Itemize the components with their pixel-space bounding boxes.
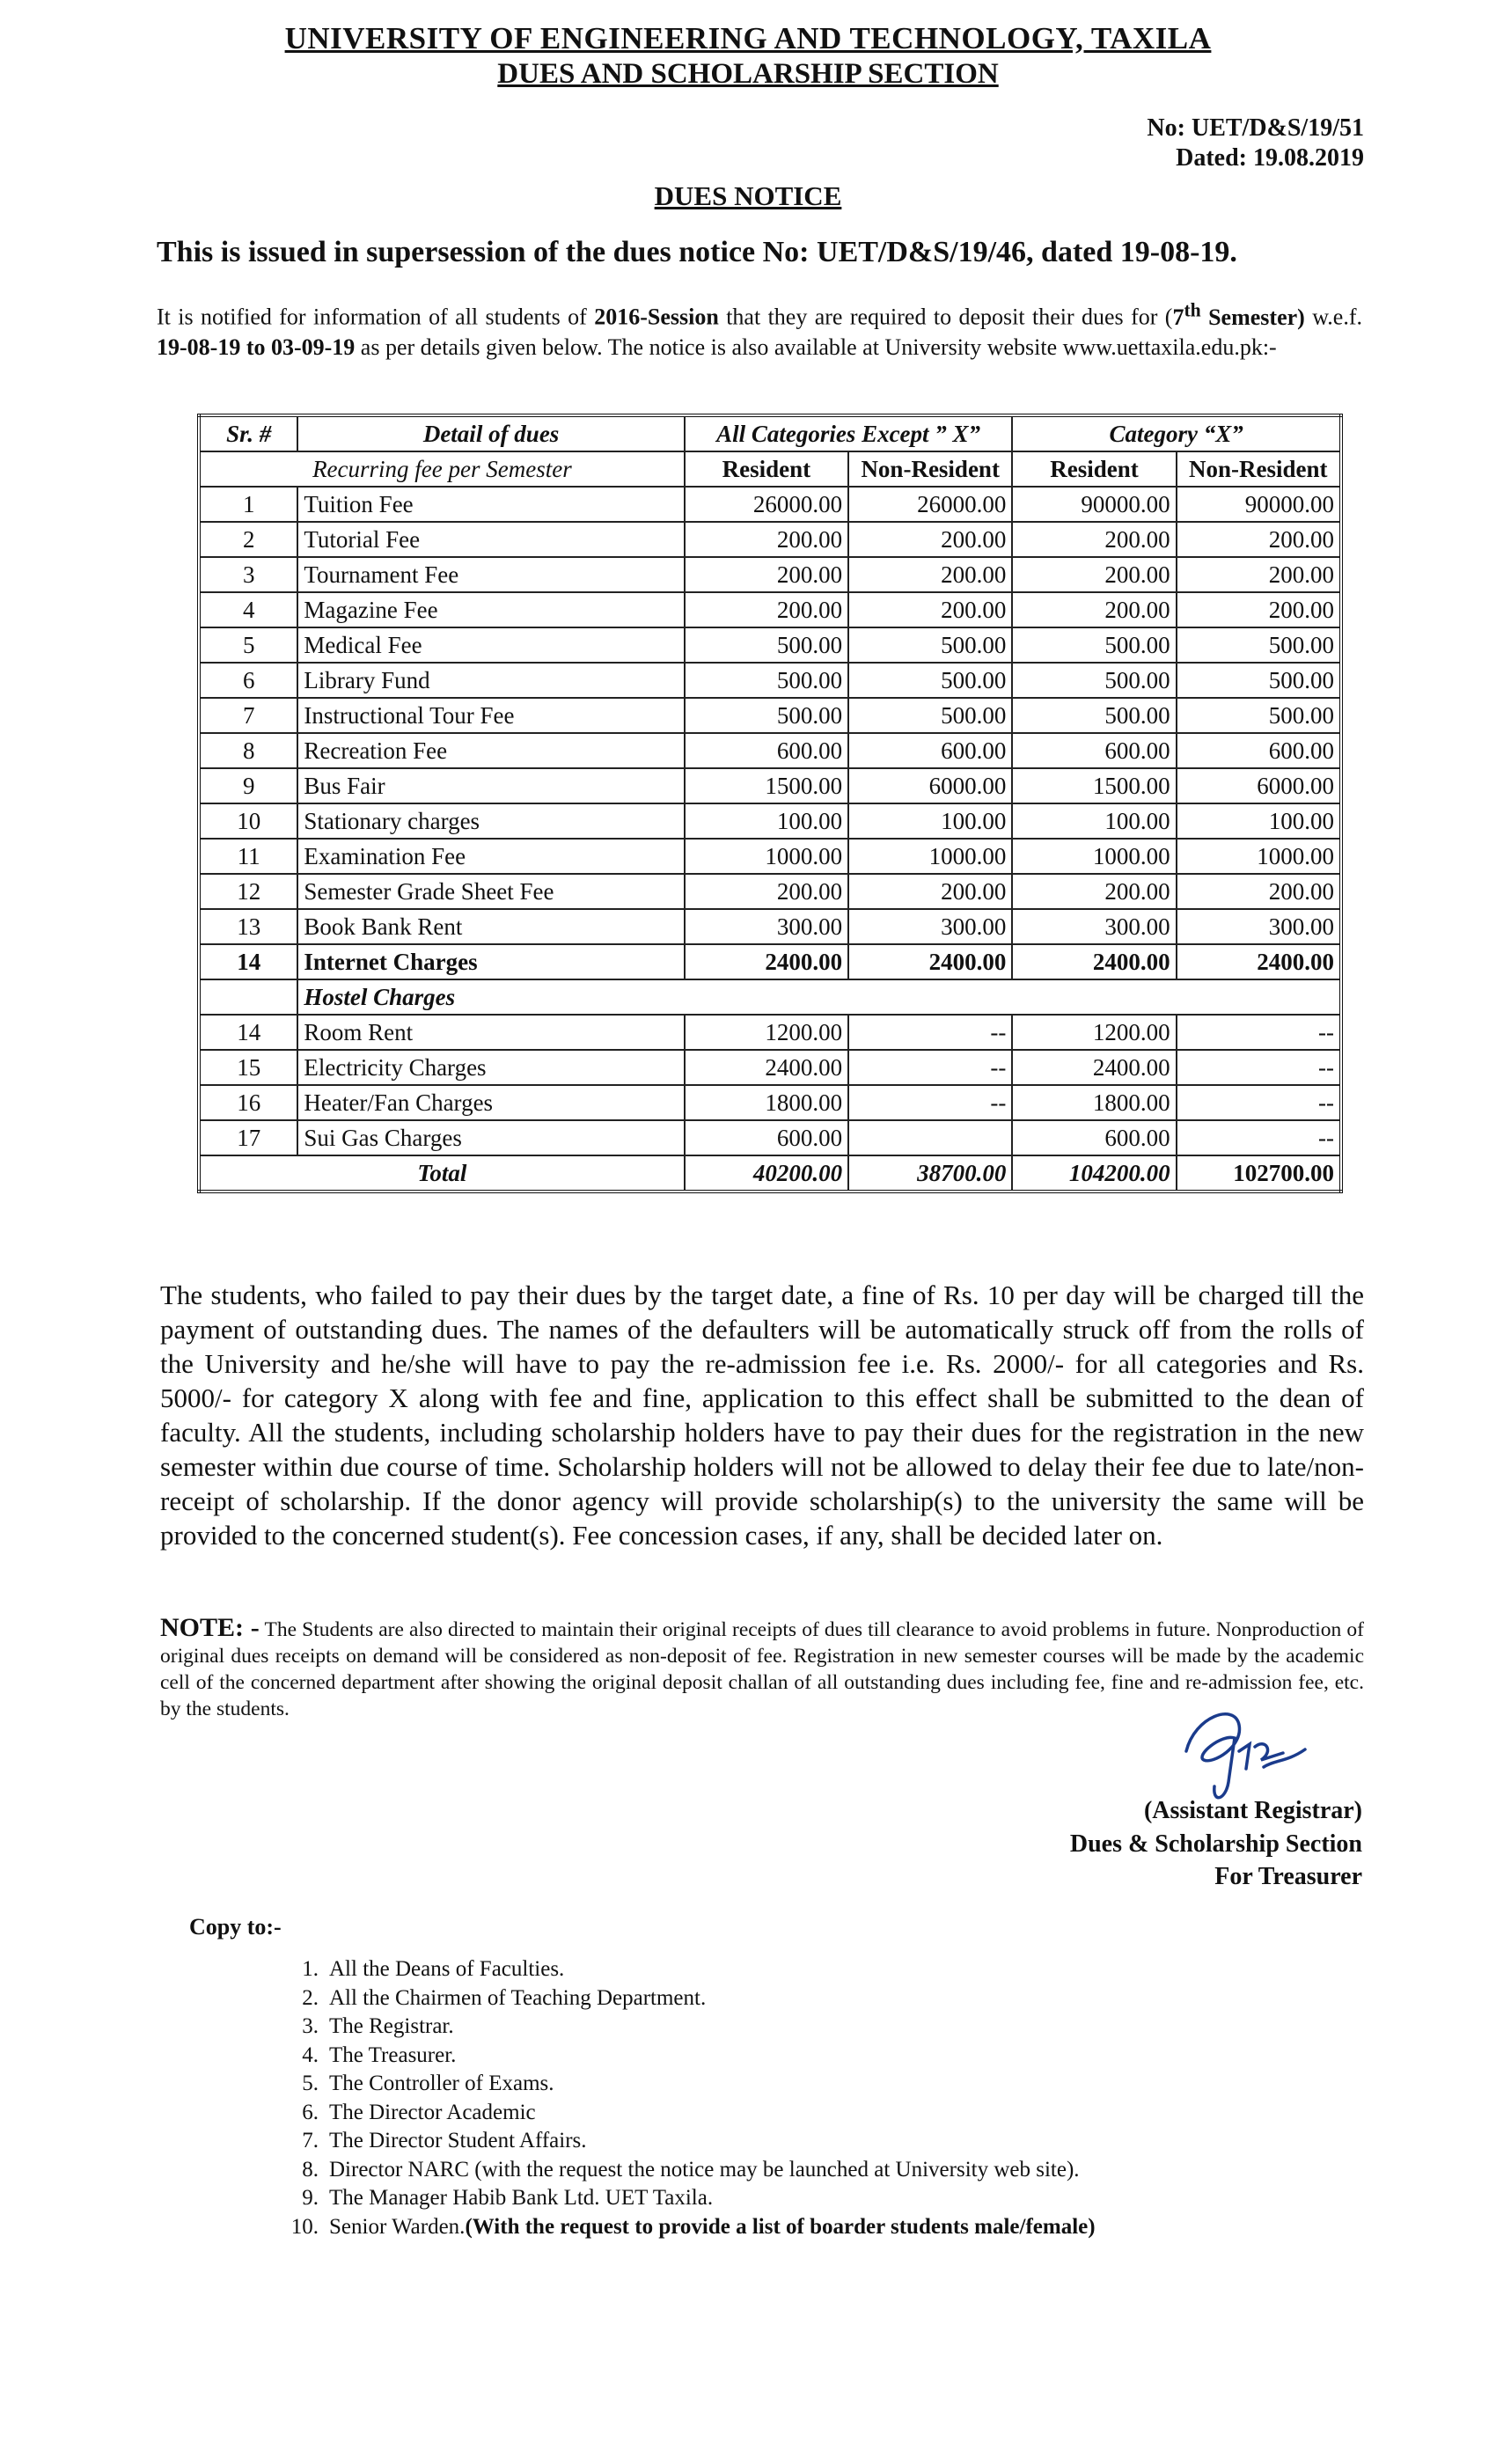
detail-cell: Electricity Charges	[297, 1050, 684, 1085]
non-resident-1-cell: --	[848, 1015, 1012, 1050]
table-row	[199, 1120, 1341, 1155]
detail-cell: Book Bank Rent	[297, 909, 684, 944]
copy-to-number: 3.	[302, 2014, 319, 2038]
sr-cell: 4	[199, 592, 297, 627]
resident-2-cell: 600.00	[1012, 733, 1176, 768]
non-resident-1-cell: 500.00	[848, 663, 1012, 698]
copy-to-item	[271, 2099, 1096, 2128]
detail-cell: Instructional Tour Fee	[297, 698, 684, 733]
signatory-for: For Treasurer	[1214, 1863, 1362, 1890]
copy-to-number: 2.	[302, 1985, 319, 2010]
hostel-charges-label: Hostel Charges	[297, 979, 1341, 1015]
detail-cell: Bus Fair	[297, 768, 684, 803]
sr-cell: 8	[199, 733, 297, 768]
table-row	[199, 487, 1341, 522]
hostel-rows	[199, 1015, 1341, 1155]
table-row	[199, 1015, 1341, 1050]
resident-2-cell: 600.00	[1012, 1120, 1176, 1155]
detail-cell: Semester Grade Sheet Fee	[297, 874, 684, 909]
resident-1-cell: 1500.00	[685, 768, 848, 803]
sr-cell: 1	[199, 487, 297, 522]
non-resident-2-cell: 200.00	[1177, 592, 1341, 627]
copy-to-number: 1.	[302, 1957, 319, 1981]
dues-table	[197, 414, 1343, 1193]
semester-suffix: th	[1184, 299, 1201, 320]
col-resident-1: Resident	[685, 451, 848, 487]
resident-2-cell: 90000.00	[1012, 487, 1176, 522]
resident-2-cell: 1200.00	[1012, 1015, 1176, 1050]
resident-1-cell: 200.00	[685, 522, 848, 557]
non-resident-1-cell: 600.00	[848, 733, 1012, 768]
non-resident-1-cell: 6000.00	[848, 768, 1012, 803]
resident-1-cell: 600.00	[685, 1120, 848, 1155]
non-resident-1-cell: 26000.00	[848, 487, 1012, 522]
total-label: Total	[199, 1155, 685, 1192]
copy-to-number: 7.	[302, 2129, 319, 2152]
resident-1-cell: 500.00	[685, 627, 848, 663]
copy-to-item	[271, 2156, 1096, 2185]
table-row	[199, 627, 1341, 663]
copy-to-request: (With the request to provide a list of boarder students male/female)	[465, 2214, 1096, 2239]
resident-1-cell: 2400.00	[685, 1050, 848, 1085]
non-resident-2-cell: --	[1177, 1120, 1341, 1155]
non-resident-2-cell: 600.00	[1177, 733, 1341, 768]
resident-1-cell: 200.00	[685, 557, 848, 592]
copy-to-item	[271, 2070, 1096, 2099]
non-resident-2-cell: 500.00	[1177, 627, 1341, 663]
total-resident-1: 40200.00	[685, 1155, 848, 1192]
non-resident-2-cell: --	[1177, 1015, 1341, 1050]
detail-cell: Internet Charges	[297, 944, 684, 979]
resident-1-cell: 500.00	[685, 698, 848, 733]
detail-cell: Heater/Fan Charges	[297, 1085, 684, 1120]
table-row	[199, 874, 1341, 909]
signatory-section: Dues & Scholarship Section	[1069, 1830, 1362, 1858]
resident-2-cell: 500.00	[1012, 663, 1176, 698]
copy-to-item	[271, 2013, 1096, 2042]
non-resident-1-cell: 500.00	[848, 698, 1012, 733]
detail-cell: Tutorial Fee	[297, 522, 684, 557]
resident-1-cell: 500.00	[685, 663, 848, 698]
non-resident-2-cell: 500.00	[1177, 698, 1341, 733]
copy-to-text: All the Chairmen of Teaching Department.	[329, 1985, 707, 2010]
semester-word: Semester)	[1200, 304, 1305, 330]
non-resident-2-cell: 200.00	[1177, 522, 1341, 557]
detail-cell: Tuition Fee	[297, 487, 684, 522]
non-resident-1-cell: 100.00	[848, 803, 1012, 839]
table-row	[199, 944, 1341, 979]
resident-1-cell: 300.00	[685, 909, 848, 944]
notice-title: DUES NOTICE	[654, 180, 842, 211]
non-resident-2-cell: 2400.00	[1177, 944, 1341, 979]
hostel-section	[199, 979, 1341, 1015]
copy-to-item	[271, 1984, 1096, 2013]
non-resident-1-cell	[848, 1120, 1012, 1155]
total-section	[199, 1155, 1341, 1192]
sr-cell: 6	[199, 663, 297, 698]
intro-text-2: that they are required to deposit their dues for (	[718, 304, 1173, 330]
table-row	[199, 803, 1341, 839]
resident-2-cell: 1000.00	[1012, 839, 1176, 874]
total-non-resident-2: 102700.00	[1177, 1155, 1341, 1192]
sr-cell: 13	[199, 909, 297, 944]
copy-to-text: Senior Warden.	[329, 2214, 466, 2239]
resident-2-cell: 500.00	[1012, 627, 1176, 663]
sr-cell: 16	[199, 1085, 297, 1120]
sr-cell: 9	[199, 768, 297, 803]
intro-text-3: w.e.f.	[1304, 304, 1362, 330]
intro-paragraph	[157, 295, 1362, 363]
copy-to-text: The Registrar.	[329, 2014, 454, 2038]
sr-cell: 15	[199, 1050, 297, 1085]
reference-number: No: UET/D&S/19/51	[1147, 114, 1364, 142]
total-resident-2: 104200.00	[1012, 1155, 1176, 1192]
detail-cell: Examination Fee	[297, 839, 684, 874]
copy-to-text: The Director Academic	[329, 2100, 536, 2124]
non-resident-1-cell: 1000.00	[848, 839, 1012, 874]
copy-to-item	[271, 2213, 1096, 2242]
resident-2-cell: 200.00	[1012, 592, 1176, 627]
resident-1-cell: 26000.00	[685, 487, 848, 522]
intro-dates: 19-08-19 to 03-09-19	[157, 334, 356, 360]
resident-2-cell: 300.00	[1012, 909, 1176, 944]
copy-to-label: Copy to:-	[189, 1914, 282, 1940]
resident-1-cell: 100.00	[685, 803, 848, 839]
signatory-title: (Assistant Registrar)	[1143, 1797, 1362, 1824]
copy-to-text: The Controller of Exams.	[329, 2072, 554, 2095]
detail-cell: Stationary charges	[297, 803, 684, 839]
hostel-charges-row	[199, 979, 1341, 1015]
semester-number: 7	[1172, 304, 1184, 330]
copy-to-text: The Manager Habib Bank Ltd. UET Taxila.	[329, 2186, 714, 2210]
resident-1-cell: 1200.00	[685, 1015, 848, 1050]
col-resident-2: Resident	[1012, 451, 1176, 487]
non-resident-2-cell: 200.00	[1177, 874, 1341, 909]
notice-date: Dated: 19.08.2019	[1176, 144, 1364, 172]
non-resident-2-cell: 1000.00	[1177, 839, 1341, 874]
total-non-resident-1: 38700.00	[848, 1155, 1012, 1192]
sr-cell: 11	[199, 839, 297, 874]
recurring-fee-label: Recurring fee per Semester	[199, 451, 685, 487]
resident-1-cell: 600.00	[685, 733, 848, 768]
table-row	[199, 1085, 1341, 1120]
col-detail-header: Detail of dues	[297, 415, 684, 451]
col-sr-header: Sr. #	[199, 415, 297, 451]
table-row	[199, 698, 1341, 733]
non-resident-1-cell: 500.00	[848, 627, 1012, 663]
non-resident-1-cell: 200.00	[848, 522, 1012, 557]
hostel-sr-cell	[199, 979, 297, 1015]
resident-2-cell: 200.00	[1012, 557, 1176, 592]
non-resident-1-cell: 300.00	[848, 909, 1012, 944]
intro-text-1: It is notified for information of all students of	[157, 304, 595, 330]
total-row	[199, 1155, 1341, 1192]
sr-cell: 3	[199, 557, 297, 592]
copy-to-item	[271, 2042, 1096, 2071]
table-row	[199, 1050, 1341, 1085]
table-row	[199, 522, 1341, 557]
table-row	[199, 663, 1341, 698]
non-resident-2-cell: --	[1177, 1050, 1341, 1085]
copy-to-text: Director NARC (with the request the notice may be launched at University web site).	[329, 2157, 1080, 2182]
sr-cell: 14	[199, 1015, 297, 1050]
copy-to-number: 5.	[302, 2072, 319, 2095]
table-row	[199, 733, 1341, 768]
resident-2-cell: 200.00	[1012, 522, 1176, 557]
copy-to-item	[271, 1955, 1096, 1984]
resident-2-cell: 2400.00	[1012, 944, 1176, 979]
copy-to-list	[271, 1955, 1096, 2241]
non-resident-2-cell: 100.00	[1177, 803, 1341, 839]
sr-cell: 17	[199, 1120, 297, 1155]
detail-cell: Library Fund	[297, 663, 684, 698]
sr-cell: 2	[199, 522, 297, 557]
detail-cell: Tournament Fee	[297, 557, 684, 592]
sr-cell: 10	[199, 803, 297, 839]
non-resident-2-cell: --	[1177, 1085, 1341, 1120]
copy-to-number: 6.	[302, 2100, 319, 2124]
table-row	[199, 557, 1341, 592]
resident-1-cell: 200.00	[685, 592, 848, 627]
col-non-resident-1: Non-Resident	[848, 451, 1012, 487]
non-resident-2-cell: 300.00	[1177, 909, 1341, 944]
intro-text-4: as per details given below. The notice is also available at University website www.uettaxila.edu.pk:-	[355, 334, 1277, 360]
sr-cell: 7	[199, 698, 297, 733]
resident-2-cell: 1800.00	[1012, 1085, 1176, 1120]
detail-cell: Sui Gas Charges	[297, 1120, 684, 1155]
recurring-rows	[199, 487, 1341, 979]
copy-to-number: 4.	[302, 2042, 319, 2067]
resident-1-cell: 1000.00	[685, 839, 848, 874]
non-resident-1-cell: 200.00	[848, 592, 1012, 627]
copy-to-number: 10.	[290, 2214, 319, 2239]
non-resident-1-cell: --	[848, 1085, 1012, 1120]
detail-cell: Room Rent	[297, 1015, 684, 1050]
detail-cell: Magazine Fee	[297, 592, 684, 627]
table-header-row	[199, 415, 1341, 451]
non-resident-1-cell: 2400.00	[848, 944, 1012, 979]
copy-to-number: 8.	[302, 2157, 319, 2182]
non-resident-2-cell: 500.00	[1177, 663, 1341, 698]
intro-session: 2016-Session	[594, 304, 719, 330]
university-name: UNIVERSITY OF ENGINEERING AND TECHNOLOGY, TAXILA	[284, 21, 1212, 55]
resident-2-cell: 1500.00	[1012, 768, 1176, 803]
resident-2-cell: 2400.00	[1012, 1050, 1176, 1085]
table-row	[199, 592, 1341, 627]
copy-to-item	[271, 2127, 1096, 2156]
non-resident-2-cell: 200.00	[1177, 557, 1341, 592]
resident-2-cell: 200.00	[1012, 874, 1176, 909]
resident-2-cell: 500.00	[1012, 698, 1176, 733]
col-non-resident-2: Non-Resident	[1177, 451, 1341, 487]
note-label: NOTE: -	[160, 1613, 260, 1642]
copy-to-number: 9.	[302, 2186, 319, 2210]
resident-1-cell: 200.00	[685, 874, 848, 909]
resident-1-cell: 2400.00	[685, 944, 848, 979]
fine-policy-paragraph: The students, who failed to pay their dues by the target date, a fine of Rs. 10 per day will be charged till the payment of outstanding dues. The names of the defaulters will be automatically struck off from the rolls of the University and he/she will have to pay the re-admission fee i.e. Rs. 2000/- for all categories and Rs. 5000/- for category X along with fee and fine, application to this effect shall be submitted to the dean of faculty. All the students, including scholarship holders have to pay their dues for the registration in the new semester within due course of time. Scholarship holders will not be allowed to delay their fee due to late/non-receipt of scholarship. If the donor agency will provide scholarship(s) to the university the same will be provided to the concerned student(s). Fee concession cases, if any, shall be decided later on.	[160, 1280, 1364, 1551]
non-resident-1-cell: 200.00	[848, 874, 1012, 909]
copy-to-text: The Treasurer.	[329, 2042, 457, 2067]
copy-to-item	[271, 2184, 1096, 2213]
resident-2-cell: 100.00	[1012, 803, 1176, 839]
table-subheader-row	[199, 451, 1341, 487]
non-resident-1-cell: --	[848, 1050, 1012, 1085]
detail-cell: Recreation Fee	[297, 733, 684, 768]
resident-1-cell: 1800.00	[685, 1085, 848, 1120]
non-resident-2-cell: 6000.00	[1177, 768, 1341, 803]
sr-cell: 5	[199, 627, 297, 663]
copy-to-text: All the Deans of Faculties.	[329, 1957, 565, 1981]
non-resident-1-cell: 200.00	[848, 557, 1012, 592]
detail-cell: Medical Fee	[297, 627, 684, 663]
note-text: The Students are also directed to maintain their original receipts of dues till clearance to avoid problems in future. Nonproduction of original dues receipts on demand will be considered as non-deposit of fee. Registration in new semester courses will be made by the academic cell of the concerned department after showing the original deposit challan of all outstanding dues including fee, fine and re-admission fee, etc. by the students.	[160, 1618, 1365, 1720]
non-resident-2-cell: 90000.00	[1177, 487, 1341, 522]
sr-cell: 14	[199, 944, 297, 979]
section-name: DUES AND SCHOLARSHIP SECTION	[497, 58, 999, 90]
col-group-all-categories: All Categories Except ” X”	[685, 415, 1013, 451]
table-row	[199, 909, 1341, 944]
col-group-category-x: Category “X”	[1012, 415, 1341, 451]
intro-semester	[1172, 299, 1305, 330]
copy-to-text: The Director Student Affairs.	[329, 2129, 587, 2152]
table-row	[199, 839, 1341, 874]
sr-cell: 12	[199, 874, 297, 909]
table-row	[199, 768, 1341, 803]
supersession-statement: This is issued in supersession of the dues notice No: UET/D&S/19/46, dated 19-08-19.	[157, 236, 1237, 268]
